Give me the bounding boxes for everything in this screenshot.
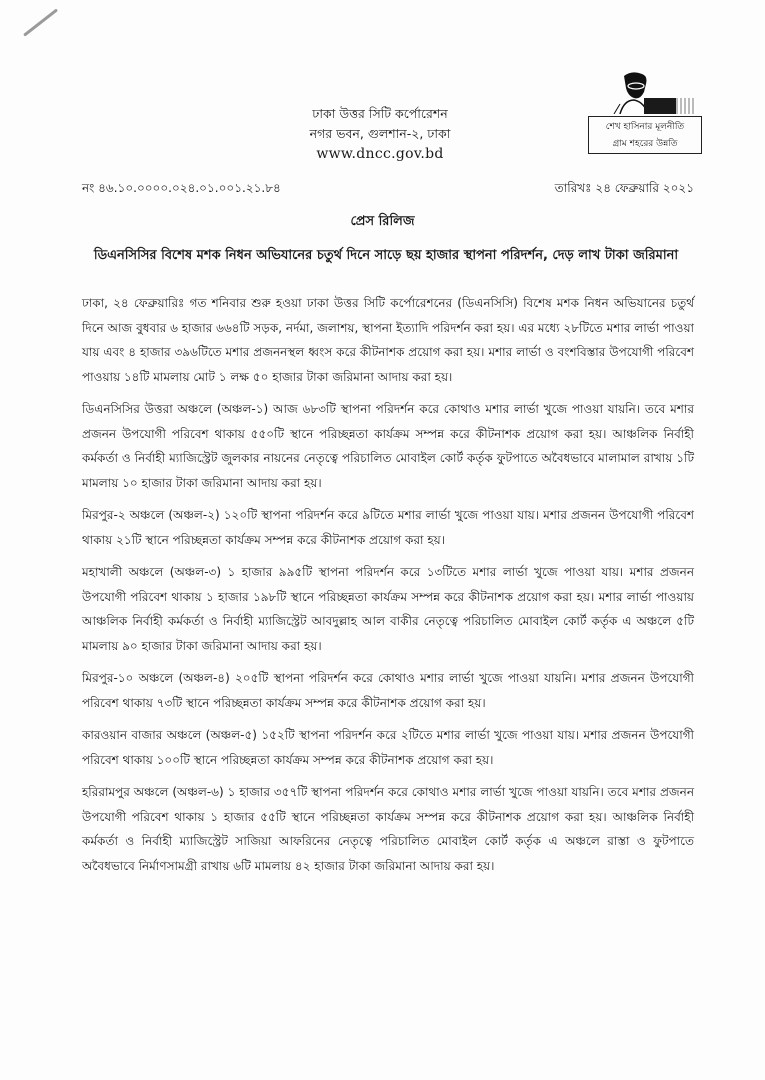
press-release-title: প্রেস রিলিজ <box>350 214 415 229</box>
mujib-badge <box>644 98 676 114</box>
org-address: নগর ভবন, গুলশান-২, ঢাকা <box>309 126 451 141</box>
org-name: ঢাকা উত্তর সিটি কর্পোরেশন <box>312 106 448 121</box>
paragraph-zone-3: মহাখালী অঞ্চলে (অঞ্চল-৩) ১ হাজার ৯৯৫টি স্থাপনা পরিদর্শন করে ১৩টিতে মশার লার্ভা খুজে পাওয়া যায়। মশার প্রজনন উপযোগী পরিবেশ থাকায় ১ হাজার ১৯৮টি স্থানে পরিচ্ছন্নতা কার্যক্রম সম্পন্ন করে কীটনাশক প্রয়োগ করা হয়। মশার লার্ভা পাওয়ায় আঞ্চলিক নির্বাহী কর্মকর্তা ও নির্বাহী ম্যাজিস্ট্রেট আবদুল্লাহ আল বাকীর নেতৃত্বে পরিচালিত মোবাইল কোর্ট কর্তৃক এ অঞ্চলে ৫টি মামলায় ৯০ হাজার টাকা জরিমানা আদায় করা হয়। <box>82 565 694 653</box>
pen-mark <box>23 8 58 36</box>
motto-line-1: শেখ হাসিনার মূলনীতি <box>605 122 685 132</box>
memo-number: নং ৪৬.১০.০০০০.০২৪.০১.০০১.২১.৮৪ <box>82 181 281 195</box>
mujib-centenary-logo <box>588 70 704 156</box>
paragraph-zone-1: ডিএনসিসির উত্তরা অঞ্চলে (অঞ্চল-১) আজ ৬৮৩টি স্থাপনা পরিদর্শন করে কোথাও মশার লার্ভা খুজে পাওয়া যায়নি। তবে মশার প্রজনন উপযোগী পরিবেশ থাকায় ৫৫০টি স্থানে পরিচ্ছন্নতা কার্যক্রম সম্পন্ন করে কীটনাশক প্রয়োগ করা হয়। আঞ্চলিক নির্বাহী কর্মকর্তা ও নির্বাহী ম্যাজিস্ট্রেট জুলকার নায়নের নেতৃত্বে পরিচালিত মোবাইল কোর্ট কর্তৃক ফুটপাতে অবৈধভাবে মালামাল রাখায় ১টি মামলায় ১০ হাজার টাকা জরিমানা আদায় করা হয়। <box>82 402 694 490</box>
motto-line-2: গ্রাম শহরের উন্নতি <box>612 139 678 149</box>
letterhead <box>230 104 530 164</box>
logo-stripes <box>676 98 696 114</box>
paragraph-zone-5: কারওয়ান বাজার অঞ্চলে (অঞ্চল-৫) ১৫২টি স্থাপনা পরিদর্শন করে ২টিতে মশার লার্ভা খুজে পাওয়া যায়। মশার প্রজনন উপযোগী পরিবেশ থাকায় ১০০টি স্থানে পরিচ্ছন্নতা কার্যক্রম সম্পন্ন করে কীটনাশক প্রয়োগ করা হয়। <box>82 728 694 767</box>
org-website: www.dncc.gov.bd <box>316 146 444 162</box>
paragraph-zone-4: মিরপুর-১০ অঞ্চলে (অঞ্চল-৪) ২০৫টি স্থাপনা পরিদর্শন করে কোথাও মশার লার্ভা খুজে পাওয়া যায়নি। মশার প্রজনন উপযোগী পরিবেশ থাকায় ৭৩টি স্থানে পরিচ্ছন্নতা কার্যক্রম সম্পন্ন করে কীটনাশক প্রয়োগ করা হয়। <box>82 671 694 710</box>
body-text <box>82 291 694 886</box>
paragraph-zone-6: হরিরামপুর অঞ্চলে (অঞ্চল-৬) ১ হাজার ৩৫৭টি স্থাপনা পরিদর্শন করে কোথাও মশার লার্ভা খুজে পাওয়া যায়নি। তবে মশার প্রজনন উপযোগী পরিবেশ থাকায় ১ হাজার ৫৫টি স্থানে পরিচ্ছন্নতা কার্যক্রম সম্পন্ন করে কীটনাশক প্রয়োগ করা হয়। আঞ্চলিক নির্বাহী কর্মকর্তা ও নির্বাহী ম্যাজিস্ট্রেট সাজিয়া আফরিনের নেতৃত্বে পরিচালিত মোবাইল কোর্ট কর্তৃক এ অঞ্চলে রাস্তা ও ফুটপাতে অবৈধভাবে নির্মাণসামগ্রী রাখায় ৬টি মামলায় ৪২ হাজার টাকা জরিমানা আদায় করা হয়। <box>82 785 694 873</box>
paragraph-intro: ঢাকা, ২৪ ফেব্রুয়ারিঃ গত শনিবার শুরু হওয়া ঢাকা উত্তর সিটি কর্পোরেশনের (ডিএনসিসি) বিশেষ মশক নিধন অভিযানের চতুর্থ দিনে আজ বুধবার ৬ হাজার ৬৬৪টি সড়ক, নর্দমা, জলাশয়, স্থাপনা ইত্যাদি পরিদর্শন করা হয়। এর মধ্যে ২৮টিতে মশার লার্ভা পাওয়া যায় এবং ৪ হাজার ৩৯৬টিতে মশার প্রজননস্থল ধ্বংস করে কীটনাশক প্রয়োগ করা হয়। মশার লার্ভা ও বংশবিস্তার উপযোগী পরিবেশ পাওয়ায় ১৪টি মামলায় মোট ১ লক্ষ ৫০ হাজার টাকা জরিমানা আদায় করা হয়। <box>82 296 694 384</box>
motto-box <box>588 116 702 154</box>
headline: ডিএনসিসির বিশেষ মশক নিধন অভিযানের চতুর্থ দিনে সাড়ে ছয় হাজার স্থাপনা পরিদর্শন, দেড় লাখ টাকা জরিমানা <box>93 248 679 263</box>
memo-date: তারিখঃ ২৪ ফেব্রুয়ারি ২০২১ <box>554 181 694 195</box>
paragraph-zone-2: মিরপুর-২ অঞ্চলে (অঞ্চল-২) ১২০টি স্থাপনা পরিদর্শন করে ৯টিতে মশার লার্ভা খুজে পাওয়া যায়। মশার প্রজনন উপযোগী পরিবেশ থাকায় ২১টি স্থানে পরিচ্ছন্নতা কার্যক্রম সম্পন্ন করে কীটনাশক প্রয়োগ করা হয়। <box>82 508 694 547</box>
